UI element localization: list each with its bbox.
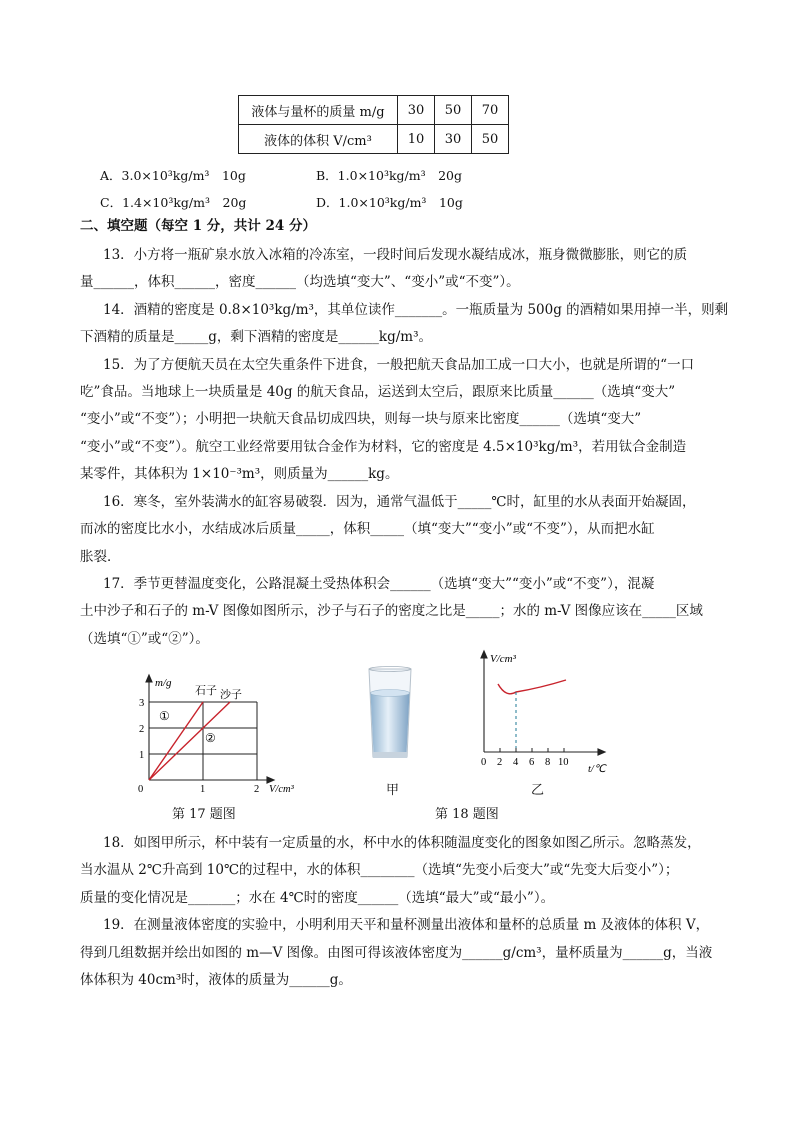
option-d: D．1.0×10³kg/m³ 10g — [316, 195, 463, 210]
q15-line: 吃”食品。当地球上一块质量是 40g 的航天食品，运送到太空后，跟原来比质量______（选填“变大” — [80, 384, 676, 400]
fig17-mv-graph — [135, 672, 295, 802]
q15-line: “变小”或“不变”）。航空工业经常要用钛合金作为材料，它的密度是 4.5×10³kg/m³，若用钛合金制造 — [80, 439, 687, 455]
row-header-volume: 液体的体积 V/cm³ — [239, 125, 398, 154]
fig17-xtick: 1 — [200, 784, 206, 795]
fig17-label-stone: 石子 — [195, 684, 217, 697]
row-header-mass: 液体与量杯的质量 m/g — [239, 96, 398, 125]
fig17-region-1: ① — [159, 709, 170, 723]
fig17-xlabel: V/cm³ — [269, 784, 294, 795]
fig18-graph-label: 乙 — [531, 783, 545, 798]
fig18-volume-curve — [498, 680, 566, 694]
fig18-xlabel: t/℃ — [588, 764, 606, 774]
q18-line: 质量的变化情况是_______；水在 4℃时的密度______（选填“最大”或“最小”）。 — [80, 890, 555, 906]
mass-volume-table — [238, 95, 509, 154]
table-cell: 50 — [435, 96, 472, 125]
fig18-xtick: 0 — [481, 757, 487, 768]
q18-line: 当水温从 2℃升高到 10℃的过程中，水的体积________（选填“先变小后变大”或“先变大后变小”）； — [80, 862, 679, 878]
fig18-ticks — [500, 748, 564, 752]
q19-line: 19．在测量液体密度的实验中，小明利用天平和量杯测量出液体和量杯的总质量 m 及液体的体积 V， — [103, 917, 710, 933]
fig17-ylabel: m/g — [155, 677, 172, 689]
q16-line: 而冰的密度比水小，水结成冰后质量_____，体积_____（填“变大”“变小”或“不变”），从而把水缸 — [80, 521, 655, 537]
q15-line: “变小”或“不变”）；小明把一块航天食品切成四块，则每一块与原来比密度______（选填“变大” — [80, 411, 642, 427]
q14-line: 14．酒精的密度是 0.8×10³kg/m³，其单位读作_______。一瓶质量为 500g 的酒精如果用掉一半，则剩 — [103, 302, 729, 318]
q13-line: 量______，体积______，密度______（均选填“变大”、“变小”或“不变”）。 — [80, 274, 520, 290]
fig17-xtick: 0 — [138, 784, 144, 795]
option-b: B．1.0×10³kg/m³ 20g — [316, 168, 463, 183]
fig18-xtick: 8 — [545, 757, 551, 768]
q17-line: （选填“①”或“②”）。 — [80, 631, 209, 647]
q15-line: 某零件，其体积为 1×10⁻³m³，则质量为______kg。 — [80, 466, 399, 482]
fig17-label-sand: 沙子 — [220, 688, 242, 701]
fig18-xtick: 2 — [497, 757, 503, 768]
fig18-axes — [481, 651, 605, 755]
section-title: 二、填空题（每空 1 分，共计 24 分） — [80, 218, 316, 234]
q19-line: 得到几组数据并绘出如图的 m—V 图像。由图可得该液体密度为______g/cm³，量杯质量为______g，当液 — [80, 945, 713, 961]
table-row — [239, 96, 509, 125]
table-cell: 10 — [398, 125, 435, 154]
table-cell: 30 — [398, 96, 435, 125]
q19-line: 体体积为 40cm³时，液体的质量为______g。 — [80, 972, 352, 988]
fig18-glass-image — [366, 665, 414, 761]
fig18-xtick: 4 — [513, 757, 519, 768]
q17-line: 17．季节更替温度变化，公路混凝土受热体积会______（选填“变大”“变小”或“不变”），混凝 — [103, 576, 655, 592]
fig17-ytick: 1 — [139, 750, 145, 761]
fig18-ylabel: V/cm³ — [490, 653, 516, 665]
q15-line: 15．为了方便航天员在太空失重条件下进食，一般把航天食品加工成一口大小，也就是所谓的“一口 — [103, 357, 695, 373]
fig17-caption: 第 17 题图 — [172, 807, 236, 822]
fig17-line-stone — [149, 702, 203, 780]
table-cell: 50 — [472, 125, 509, 154]
fig18-xtick: 6 — [529, 757, 535, 768]
fig17-region-2: ② — [205, 731, 216, 745]
fig18-glass-label: 甲 — [386, 783, 400, 798]
option-c: C．1.4×10³kg/m³ 20g — [100, 195, 247, 210]
q16-line: 胀裂． — [80, 549, 121, 565]
fig18-caption: 第 18 题图 — [435, 807, 499, 822]
fig17-ytick: 3 — [139, 698, 145, 709]
fig18-xtick: 10 — [558, 757, 569, 768]
fig17-ytick: 2 — [139, 724, 145, 735]
table-row — [239, 125, 509, 154]
q14-line: 下酒精的质量是_____g，剩下酒精的密度是______kg/m³。 — [80, 329, 432, 345]
option-a: A．3.0×10³kg/m³ 10g — [100, 168, 246, 183]
table-cell: 70 — [472, 96, 509, 125]
q16-line: 16．寒冬，室外装满水的缸容易破裂．因为，通常气温低于_____℃时，缸里的水从表面开始凝固， — [103, 494, 696, 510]
q13-line: 13．小方将一瓶矿泉水放入冰箱的冷冻室，一段时间后发现水凝结成冰，瓶身微微膨胀，则它的质 — [103, 247, 688, 263]
q17-line: 土中沙子和石子的 m-V 图像如图所示，沙子与石子的密度之比是_____；水的 m-V 图像应该在_____区域 — [80, 603, 703, 619]
q18-line: 18．如图甲所示，杯中装有一定质量的水，杯中水的体积随温度变化的图象如图乙所示。忽略蒸发， — [103, 835, 701, 851]
fig17-xtick: 2 — [254, 784, 260, 795]
table-cell: 30 — [435, 125, 472, 154]
fig18-vt-graph — [470, 648, 620, 774]
